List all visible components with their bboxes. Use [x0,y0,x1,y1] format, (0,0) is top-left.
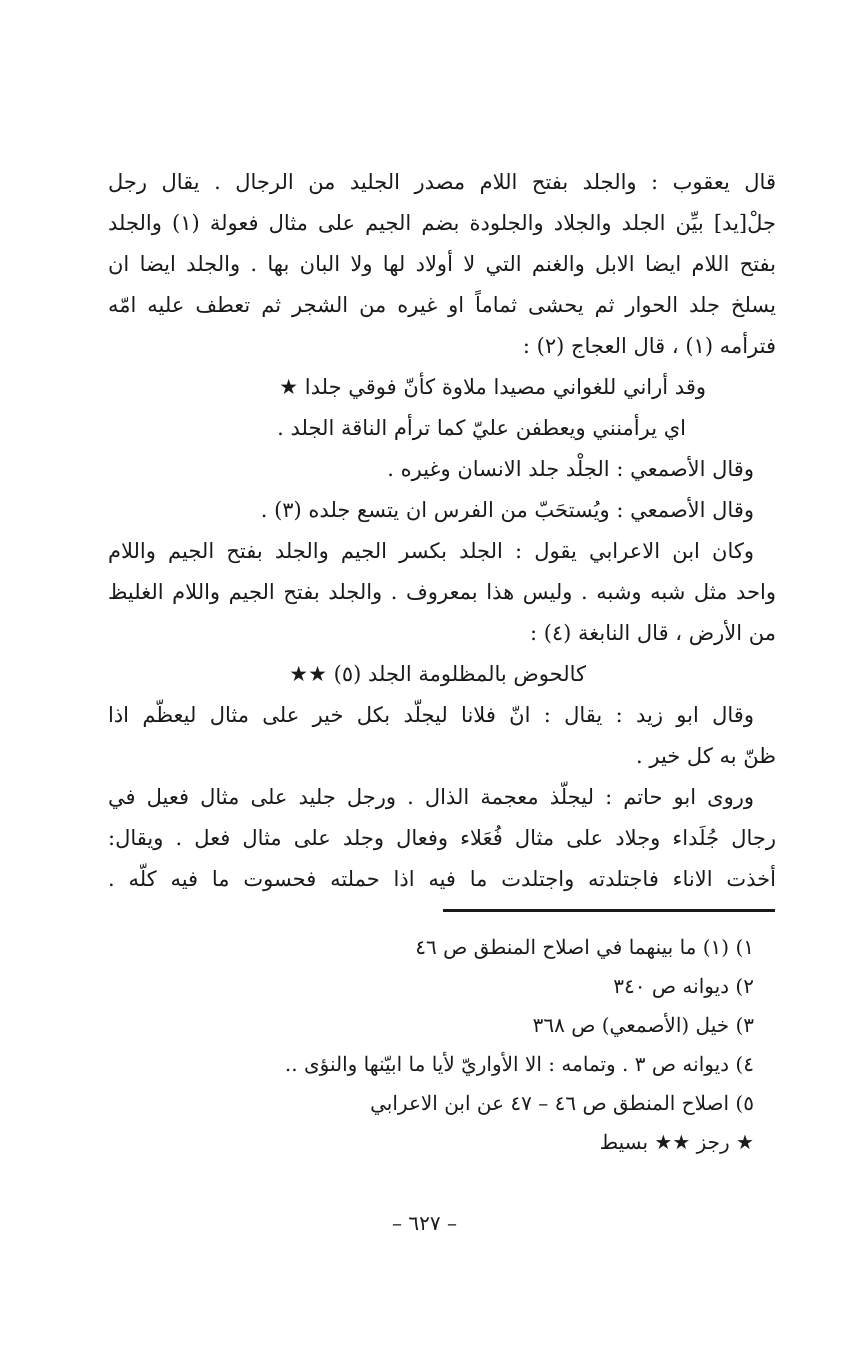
text-line-12: من الأرض ، قال النابغة (٤) : [529,621,776,645]
page-number: – ٦٢٧ – [392,1211,457,1235]
text-line-15: ظنّ به كل خير . [636,744,776,768]
footnote-4: ٤) ديوانه ص ٣ . وتمامه : الا الأواريّ لأيا ما ابيّنها والنؤى .. [284,1052,754,1076]
text-line-14: وقال ابو زيد : يقال : انّ فلانا ليجلّد بكل خير على مثال ليعظّم اذا [108,703,754,727]
verse-line-2: كالحوض بالمظلومة الجلد (٥) ★★ [289,662,586,686]
text-line-5: فترأمه (١) ، قال العجاج (٢) : [522,334,776,358]
footnotes [108,928,776,1162]
footnote-5: ٥) اصلاح المنطق ص ٤٦ – ٤٧ عن ابن الاعرابي [370,1091,754,1115]
text-line-10: وكان ابن الاعرابي يقول : الجلد بكسر الجيم والجلد بفتح الجيم واللام [108,539,754,563]
text-line-9: وقال الأصمعي : ويُستحَبّ من الفرس ان يتسع جلده (٣) . [260,498,754,522]
text-line-1: قال يعقوب : والجلد بفتح اللام مصدر الجليد من الرجال . يقال رجل [108,170,776,194]
text-line-3: بفتح اللام ايضا الابل والغنم التي لا أولاد لها ولا البان بها . والجلد ايضا ان [108,252,776,276]
footnote-divider [443,909,775,912]
text-line-4: يسلخ جلد الحوار ثم يحشى ثماماً او غيره من الشجر ثم تعطف عليه امّه [108,293,776,317]
text-line-8: وقال الأصمعي : الجلْد جلد الانسان وغيره . [387,457,754,481]
main-text [108,162,776,900]
verse-explanation: اي يرأمنني ويعطفن عليّ كما ترأم الناقة الجلد . [277,416,686,440]
text-line-17: رجال جُلَداء وجلاد على مثال فُعَلاء وفعال وجلد على مثال فعل . ويقال: [108,826,776,850]
meter-key: ★ رجز ★★ بسيط [599,1130,754,1154]
text-line-11: واحد مثل شبه وشبه . وليس هذا بمعروف . والجلد بفتح الجيم واللام الغليظ [108,580,776,604]
verse-line-1: وقد أراني للغواني مصيدا ملاوة كأنّ فوقي جلدا ★ [279,375,706,399]
footnote-2: ٢) ديوانه ص ٣٤٠ [613,974,754,998]
text-line-18: أخذت الاناء فاجتلدته واجتلدت ما فيه اذا حملته فحسوت ما فيه كلّه . [108,867,776,891]
footnote-1: ١) (١) ما بينهما في اصلاح المنطق ص ٤٦ [415,935,754,959]
footnote-3: ٣) خيل (الأصمعي) ص ٣٦٨ [532,1013,754,1037]
text-line-2: جلْ[يد] بيِّن الجلد والجلاد والجلودة بضم الجيم على مثال فعولة (١) والجلد [108,211,776,235]
text-line-16: وروى ابو حاتم : ليجلّذ معجمة الذال . ورجل جليد على مثال فعيل في [108,785,754,809]
